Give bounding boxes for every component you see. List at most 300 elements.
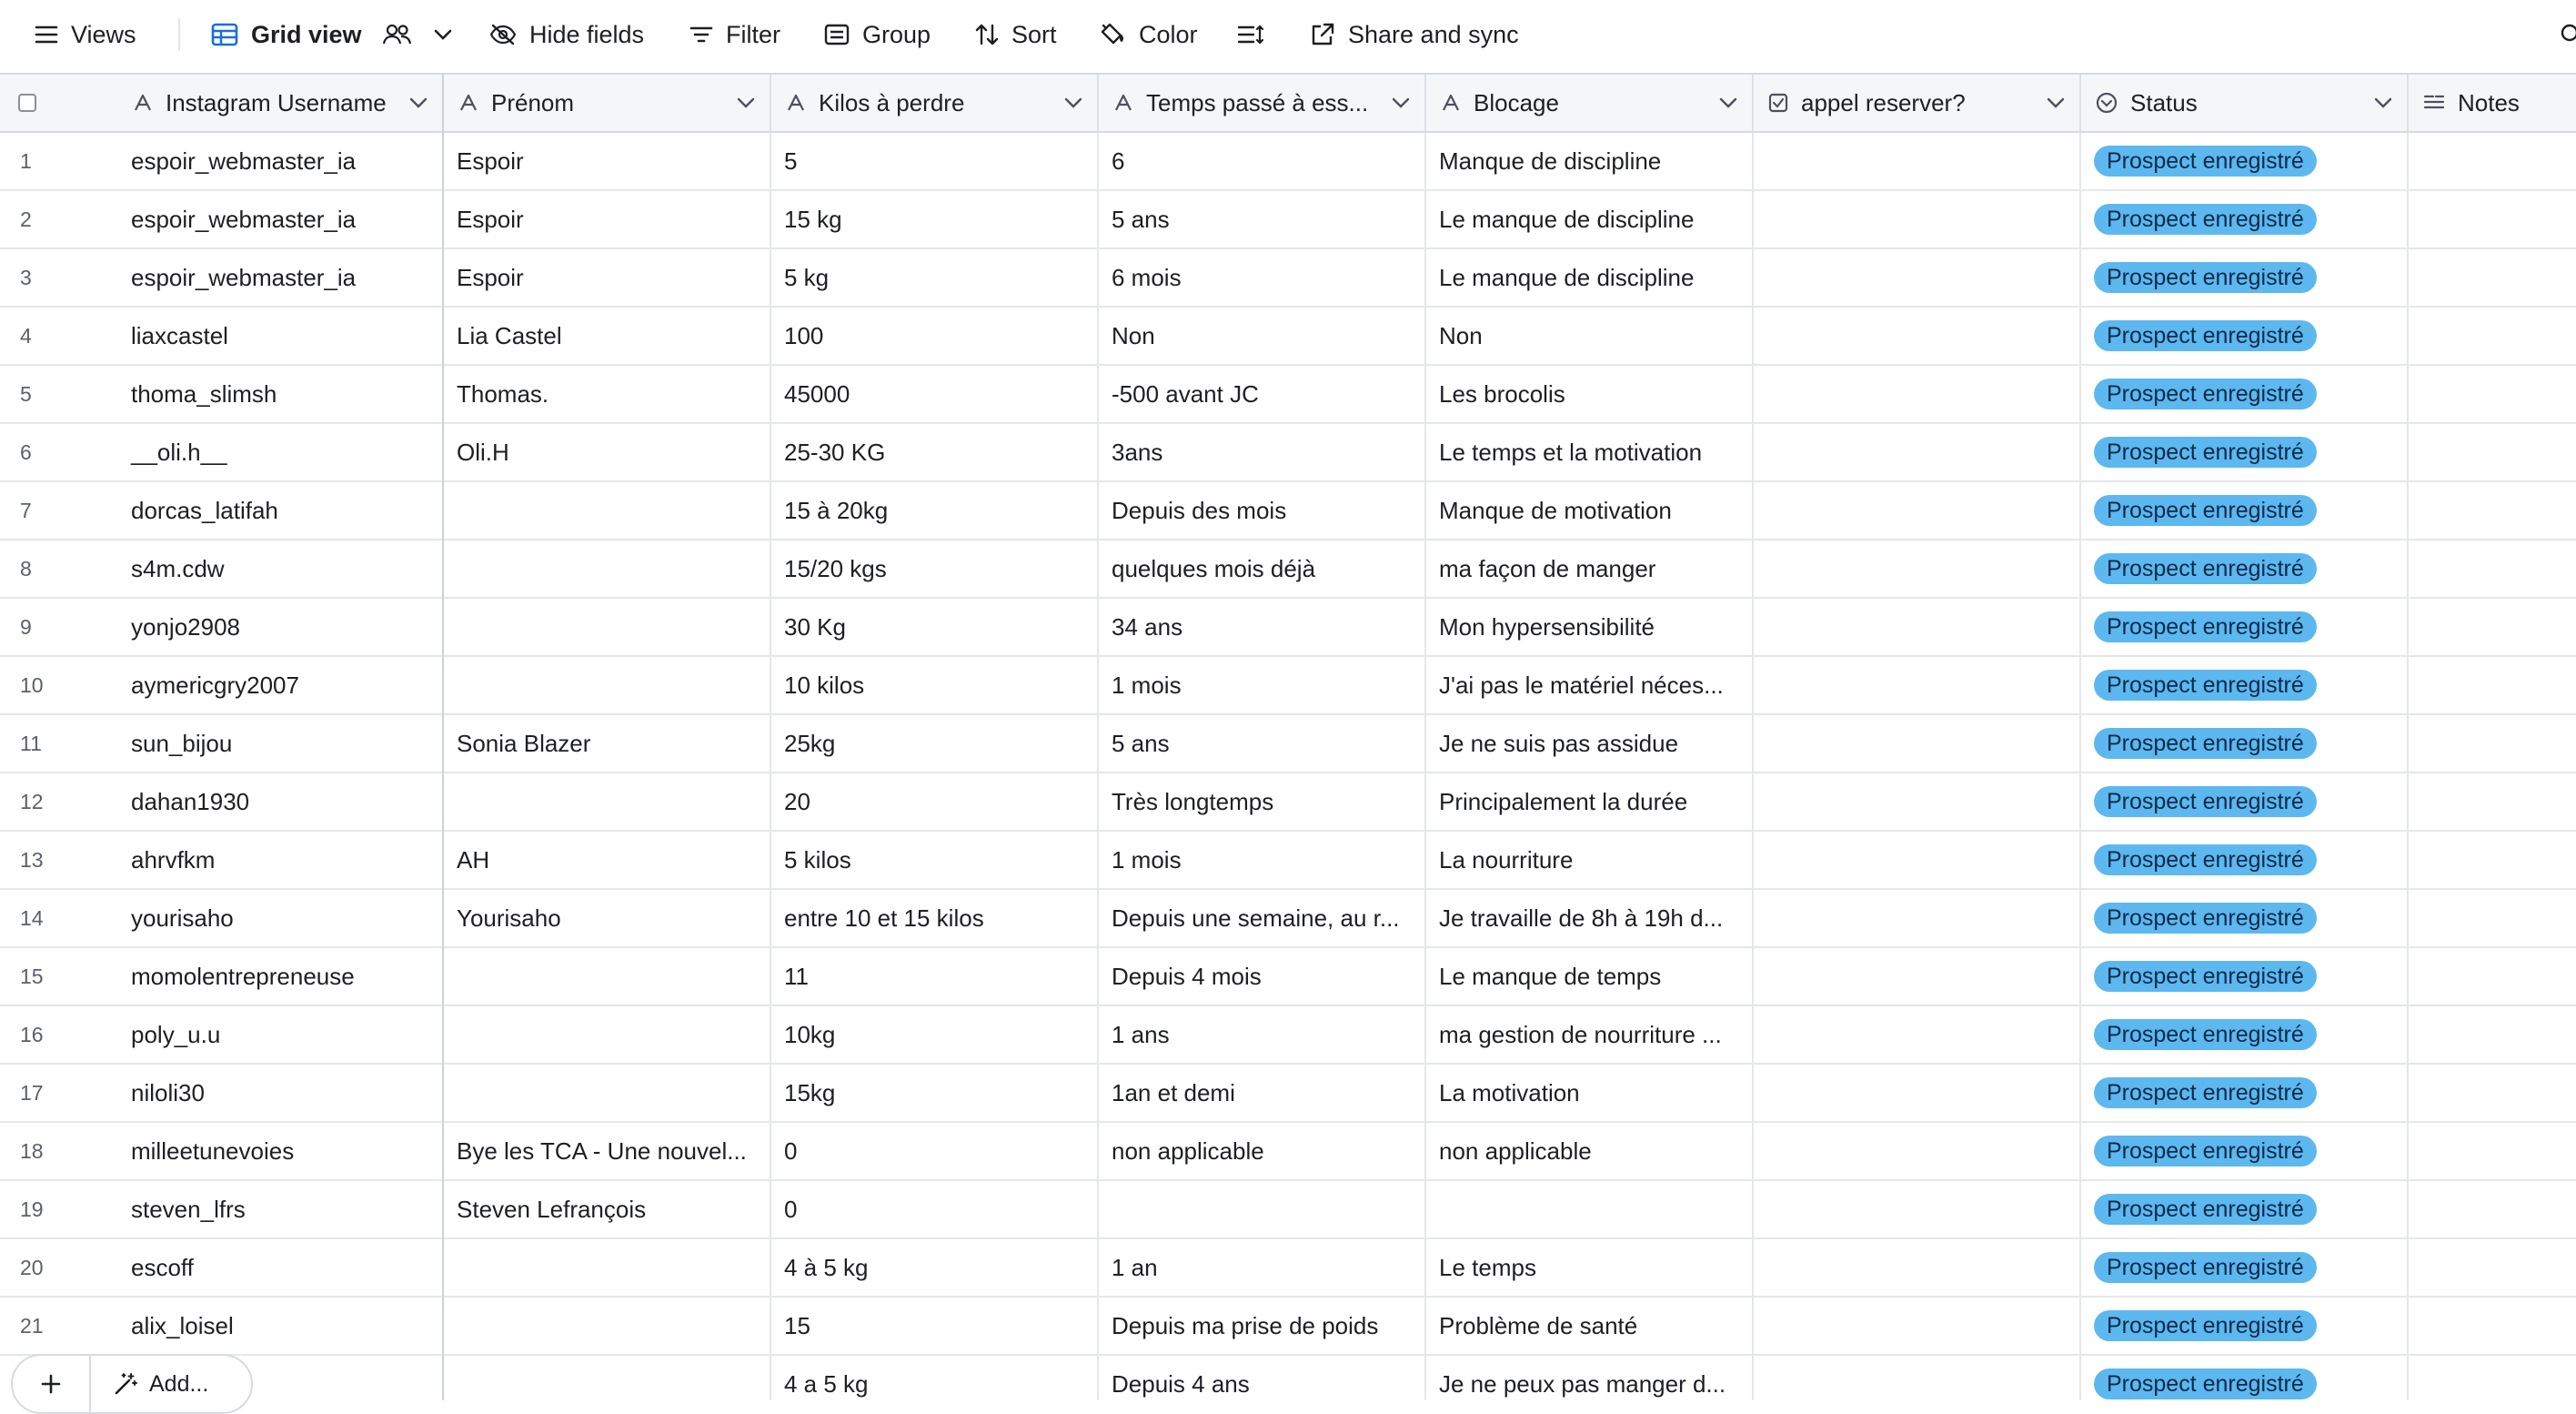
chevron-down-icon[interactable] (2374, 97, 2392, 108)
cell-blocage[interactable]: Non (1426, 308, 1754, 364)
cell-kilos-a-perdre[interactable]: 10kg (771, 1006, 1099, 1063)
text-field-icon (786, 93, 806, 113)
table-row[interactable] (0, 366, 2576, 424)
column-header-kilos-a-perdre[interactable] (771, 75, 1099, 131)
cell-notes[interactable] (2409, 657, 2576, 713)
cell-notes[interactable] (2409, 1298, 2576, 1354)
table-row[interactable] (0, 773, 2576, 832)
cell-blocage[interactable]: non applicable (1426, 1123, 1754, 1179)
grid-icon (211, 23, 238, 46)
status-badge: Prospect enregistré (2094, 320, 2317, 351)
cell-temps-passe[interactable]: 3ans (1099, 424, 1426, 480)
chevron-down-icon[interactable] (1392, 97, 1410, 108)
status-badge: Prospect enregistré (2094, 495, 2317, 526)
cell-temps-passe[interactable]: non applicable (1099, 1123, 1426, 1179)
hide-fields-button[interactable] (489, 0, 644, 69)
chevron-down-icon[interactable] (737, 97, 755, 108)
cell-prenom[interactable]: Oli.H (444, 424, 771, 480)
cell-instagram-username[interactable]: momolentrepreneuse (118, 948, 444, 1005)
cell-kilos-a-perdre[interactable]: 30 Kg (771, 599, 1099, 655)
grid-body (0, 133, 2576, 1400)
table-row[interactable] (0, 1239, 2576, 1298)
cell-kilos-a-perdre[interactable]: 100 (771, 308, 1099, 364)
cell-kilos-a-perdre[interactable]: 20 (771, 773, 1099, 830)
cell-instagram-username[interactable]: yourisaho (118, 890, 444, 946)
column-label: Temps passé à ess... (1146, 88, 1369, 116)
cell-prenom[interactable]: Lia Castel (444, 308, 771, 364)
text-field-icon (458, 93, 478, 113)
cell-status[interactable] (2081, 482, 2409, 539)
column-header-blocage[interactable] (1426, 75, 1754, 131)
chevron-down-icon[interactable] (409, 97, 428, 108)
cell-status[interactable] (2081, 657, 2409, 713)
cell-temps-passe[interactable]: 5 ans (1099, 715, 1426, 772)
cell-kilos-a-perdre[interactable]: 15 kg (771, 191, 1099, 247)
cell-appel-reserver[interactable] (1754, 773, 2081, 830)
toolbar (0, 0, 2576, 73)
cell-instagram-username[interactable]: espoir_webmaster_ia (118, 249, 444, 306)
cell-temps-passe[interactable]: Très longtemps (1099, 773, 1426, 830)
cell-appel-reserver[interactable] (1754, 1123, 2081, 1179)
table-row[interactable] (0, 1298, 2576, 1356)
column-header-appel-reserver[interactable] (1754, 75, 2081, 131)
cell-blocage[interactable]: Mon hypersensibilité (1426, 599, 1754, 655)
cell-notes[interactable] (2409, 191, 2576, 247)
cell-appel-reserver[interactable] (1754, 308, 2081, 364)
add-label: Add... (149, 1370, 209, 1397)
table-row[interactable] (0, 599, 2576, 657)
cell-prenom[interactable] (444, 948, 771, 1005)
table-row[interactable] (0, 890, 2576, 948)
cell-instagram-username[interactable]: espoir_webmaster_ia (118, 133, 444, 189)
cell-kilos-a-perdre[interactable]: 15kg (771, 1065, 1099, 1121)
table-row[interactable] (0, 308, 2576, 366)
status-badge: Prospect enregistré (2094, 903, 2317, 934)
cell-status[interactable] (2081, 773, 2409, 830)
sort-label: Sort (1011, 20, 1057, 48)
cell-notes[interactable] (2409, 599, 2576, 655)
chevron-down-icon[interactable] (2047, 97, 2065, 108)
text-field-icon (1441, 93, 1461, 113)
cell-status[interactable] (2081, 1356, 2409, 1400)
cell-notes[interactable] (2409, 948, 2576, 1005)
cell-kilos-a-perdre[interactable]: 10 kilos (771, 657, 1099, 713)
cell-temps-passe[interactable]: Depuis ma prise de poids (1099, 1298, 1426, 1354)
cell-status[interactable] (2081, 1298, 2409, 1354)
status-badge: Prospect enregistré (2094, 204, 2317, 235)
table-row[interactable] (0, 832, 2576, 890)
cell-notes[interactable] (2409, 1123, 2576, 1179)
cell-status[interactable] (2081, 1123, 2409, 1179)
cell-appel-reserver[interactable] (1754, 948, 2081, 1005)
select-all-checkbox[interactable] (18, 94, 36, 112)
status-badge: Prospect enregistré (2094, 1019, 2317, 1050)
cell-notes[interactable] (2409, 773, 2576, 830)
cell-blocage[interactable]: Manque de discipline (1426, 133, 1754, 189)
magic-wand-icon (113, 1371, 138, 1397)
cell-appel-reserver[interactable] (1754, 599, 2081, 655)
status-badge: Prospect enregistré (2094, 1194, 2317, 1225)
cell-prenom[interactable]: Espoir (444, 249, 771, 306)
status-badge: Prospect enregistré (2094, 611, 2317, 642)
row-number: 2 (20, 207, 32, 231)
cell-blocage[interactable]: La motivation (1426, 1065, 1754, 1121)
sort-icon (975, 23, 999, 46)
cell-instagram-username[interactable]: dahan1930 (118, 773, 444, 830)
column-label: Status (2130, 88, 2198, 116)
cell-appel-reserver[interactable] (1754, 1239, 2081, 1296)
cell-appel-reserver[interactable] (1754, 890, 2081, 946)
group-button[interactable] (824, 0, 931, 69)
status-badge: Prospect enregistré (2094, 1310, 2317, 1341)
table-row[interactable] (0, 1123, 2576, 1181)
cell-temps-passe[interactable]: -500 avant JC (1099, 366, 1426, 422)
cell-kilos-a-perdre[interactable]: 5 (771, 133, 1099, 189)
cell-instagram-username[interactable]: espoir_webmaster_ia (118, 191, 444, 247)
cell-appel-reserver[interactable] (1754, 482, 2081, 539)
cell-notes[interactable] (2409, 1356, 2576, 1400)
status-badge: Prospect enregistré (2094, 728, 2317, 759)
row-number: 14 (20, 905, 44, 930)
menu-icon (35, 25, 58, 45)
cell-temps-passe[interactable]: 6 (1099, 133, 1426, 189)
row-number: 12 (20, 789, 44, 813)
cell-blocage[interactable]: Je ne peux pas manger d... (1426, 1356, 1754, 1400)
cell-appel-reserver[interactable] (1754, 424, 2081, 480)
cell-appel-reserver[interactable] (1754, 1065, 2081, 1121)
cell-kilos-a-perdre[interactable]: 11 (771, 948, 1099, 1005)
cell-notes[interactable] (2409, 832, 2576, 888)
add-record-button[interactable] (13, 1356, 91, 1412)
cell-kilos-a-perdre[interactable]: 4 à 5 kg (771, 1239, 1099, 1296)
single-select-field-icon (2096, 92, 2118, 114)
cell-prenom[interactable]: Sonia Blazer (444, 715, 771, 772)
add-with-ai-button[interactable] (91, 1371, 208, 1398)
table-row[interactable] (0, 249, 2576, 308)
cell-blocage[interactable]: Le manque de discipline (1426, 191, 1754, 247)
cell-appel-reserver[interactable] (1754, 715, 2081, 772)
cell-status[interactable] (2081, 715, 2409, 772)
grid-view-label: Grid view (251, 20, 362, 48)
cell-status[interactable] (2081, 308, 2409, 364)
row-number: 13 (20, 847, 44, 872)
chevron-down-icon[interactable] (1064, 97, 1082, 108)
paint-bucket-icon (1099, 22, 1126, 47)
views-label: Views (71, 20, 136, 48)
cell-prenom[interactable]: Thomas. (444, 366, 771, 422)
cell-appel-reserver[interactable] (1754, 1356, 2081, 1400)
hide-fields-label: Hide fields (529, 20, 645, 48)
filter-button[interactable] (689, 0, 780, 69)
cell-instagram-username[interactable]: sun_bijou (118, 715, 444, 772)
grid-header (0, 73, 2576, 133)
cell-temps-passe[interactable]: 1 an (1099, 1239, 1426, 1296)
cell-kilos-a-perdre[interactable]: 25-30 KG (771, 424, 1099, 480)
row-number: 7 (20, 498, 32, 522)
cell-appel-reserver[interactable] (1754, 540, 2081, 597)
status-badge: Prospect enregistré (2094, 1369, 2317, 1399)
row-number: 11 (20, 731, 42, 755)
cell-prenom[interactable] (444, 1006, 771, 1063)
status-badge: Prospect enregistré (2094, 844, 2317, 875)
text-field-icon (133, 93, 153, 113)
cell-appel-reserver[interactable] (1754, 249, 2081, 306)
cell-prenom[interactable] (444, 657, 771, 713)
row-number: 20 (20, 1255, 44, 1279)
cell-instagram-username[interactable]: dorcas_latifah (118, 482, 444, 539)
cell-temps-passe[interactable]: 6 mois (1099, 249, 1426, 306)
color-button[interactable] (1099, 0, 1198, 69)
cell-status[interactable] (2081, 1181, 2409, 1237)
cell-kilos-a-perdre[interactable]: 4 a 5 kg (771, 1356, 1099, 1400)
cell-temps-passe[interactable]: Depuis une semaine, au r... (1099, 890, 1426, 946)
cell-blocage[interactable] (1426, 1181, 1754, 1237)
cell-status[interactable] (2081, 249, 2409, 306)
cell-prenom[interactable] (444, 773, 771, 830)
cell-kilos-a-perdre[interactable]: entre 10 et 15 kilos (771, 890, 1099, 946)
cell-kilos-a-perdre[interactable]: 25kg (771, 715, 1099, 772)
select-all-cell[interactable] (0, 75, 118, 131)
cell-prenom[interactable] (444, 1298, 771, 1354)
cell-status[interactable] (2081, 1006, 2409, 1063)
cell-instagram-username[interactable]: niloli30 (118, 1065, 444, 1121)
cell-kilos-a-perdre[interactable]: 5 kg (771, 249, 1099, 306)
table-row[interactable] (0, 191, 2576, 249)
cell-prenom[interactable] (444, 599, 771, 655)
row-number: 21 (20, 1313, 44, 1338)
table-row[interactable] (0, 424, 2576, 482)
cell-kilos-a-perdre[interactable]: 15 à 20kg (771, 482, 1099, 539)
column-header-notes[interactable] (2409, 75, 2576, 131)
cell-temps-passe[interactable]: 5 ans (1099, 191, 1426, 247)
cell-status[interactable] (2081, 832, 2409, 888)
row-number: 10 (20, 672, 44, 697)
toolbar-divider (178, 18, 180, 51)
row-number: 4 (20, 323, 32, 348)
cell-status[interactable] (2081, 599, 2409, 655)
table-row[interactable] (0, 133, 2576, 191)
cell-kilos-a-perdre[interactable]: 0 (771, 1123, 1099, 1179)
row-number: 19 (20, 1197, 44, 1221)
add-record-bar (11, 1354, 253, 1414)
cell-blocage[interactable]: ma gestion de nourriture ... (1426, 1006, 1754, 1063)
cell-temps-passe[interactable]: 1 mois (1099, 832, 1426, 888)
table-row[interactable] (0, 715, 2576, 773)
views-button[interactable] (35, 0, 136, 69)
plus-icon (40, 1373, 62, 1395)
cell-instagram-username[interactable]: milleetunevoies (118, 1123, 444, 1179)
cell-temps-passe[interactable]: quelques mois déjà (1099, 540, 1426, 597)
cell-instagram-username[interactable]: ahrvfkm (118, 832, 444, 888)
cell-notes[interactable] (2409, 1065, 2576, 1121)
row-number: 3 (20, 265, 32, 289)
cell-blocage[interactable]: Le manque de temps (1426, 948, 1754, 1005)
cell-appel-reserver[interactable] (1754, 1181, 2081, 1237)
cell-appel-reserver[interactable] (1754, 657, 2081, 713)
column-header-instagram-username[interactable] (118, 75, 444, 131)
cell-prenom[interactable] (444, 1239, 771, 1296)
status-badge: Prospect enregistré (2094, 1252, 2317, 1283)
cell-prenom[interactable]: Yourisaho (444, 890, 771, 946)
share-and-sync-button[interactable] (1310, 0, 1519, 69)
color-label: Color (1139, 20, 1198, 48)
cell-instagram-username[interactable]: escoff (118, 1239, 444, 1296)
cell-instagram-username[interactable]: thoma_slimsh (118, 366, 444, 422)
cell-kilos-a-perdre[interactable]: 5 kilos (771, 832, 1099, 888)
table-row[interactable] (0, 948, 2576, 1006)
cell-blocage[interactable]: Le temps (1426, 1239, 1754, 1296)
row-number: 1 (20, 148, 32, 173)
cell-blocage[interactable]: Les brocolis (1426, 366, 1754, 422)
cell-blocage[interactable]: Je travaille de 8h à 19h d... (1426, 890, 1754, 946)
status-badge: Prospect enregistré (2094, 961, 2317, 992)
share-and-sync-label: Share and sync (1348, 20, 1519, 48)
cell-temps-passe[interactable]: Non (1099, 308, 1426, 364)
cell-temps-passe[interactable]: Depuis 4 ans (1099, 1356, 1426, 1400)
cell-notes[interactable] (2409, 540, 2576, 597)
cell-appel-reserver[interactable] (1754, 366, 2081, 422)
status-badge: Prospect enregistré (2094, 437, 2317, 468)
column-header-status[interactable] (2081, 75, 2409, 131)
cell-instagram-username[interactable]: yonjo2908 (118, 599, 444, 655)
cell-instagram-username[interactable]: steven_lfrs (118, 1181, 444, 1237)
filter-label: Filter (726, 20, 780, 48)
cell-notes[interactable] (2409, 366, 2576, 422)
status-badge: Prospect enregistré (2094, 670, 2317, 701)
cell-prenom[interactable] (444, 1065, 771, 1121)
cell-prenom[interactable]: Espoir (444, 133, 771, 189)
cell-prenom[interactable] (444, 540, 771, 597)
cell-instagram-username[interactable]: s4m.cdw (118, 540, 444, 597)
row-number: 9 (20, 614, 32, 639)
row-number: 8 (20, 556, 32, 581)
cell-instagram-username[interactable]: alix_loisel (118, 1298, 444, 1354)
sort-button[interactable] (975, 0, 1057, 69)
cell-appel-reserver[interactable] (1754, 832, 2081, 888)
cell-notes[interactable] (2409, 1181, 2576, 1237)
cell-notes[interactable] (2409, 482, 2576, 539)
cell-notes[interactable] (2409, 249, 2576, 306)
cell-blocage[interactable]: Le temps et la motivation (1426, 424, 1754, 480)
cell-blocage[interactable]: Principalement la durée (1426, 773, 1754, 830)
cell-temps-passe[interactable]: Depuis 4 mois (1099, 948, 1426, 1005)
cell-status[interactable] (2081, 366, 2409, 422)
cell-instagram-username[interactable]: poly_u.u (118, 1006, 444, 1063)
cell-temps-passe[interactable]: 1an et demi (1099, 1065, 1426, 1121)
cell-status[interactable] (2081, 191, 2409, 247)
chevron-down-icon[interactable] (433, 28, 453, 41)
cell-prenom[interactable]: Bye les TCA - Une nouvel... (444, 1123, 771, 1179)
status-badge: Prospect enregistré (2094, 1077, 2317, 1108)
cell-appel-reserver[interactable] (1754, 133, 2081, 189)
cell-prenom[interactable]: Espoir (444, 191, 771, 247)
column-label: Notes (2458, 88, 2520, 116)
cell-temps-passe[interactable]: 1 mois (1099, 657, 1426, 713)
cell-instagram-username[interactable]: aymericgry2007 (118, 657, 444, 713)
frozen-column-divider (442, 73, 444, 1400)
table-row[interactable] (0, 1006, 2576, 1065)
cell-notes[interactable] (2409, 1239, 2576, 1296)
cell-status[interactable] (2081, 1239, 2409, 1296)
cell-status[interactable] (2081, 890, 2409, 946)
cell-temps-passe[interactable]: Depuis des mois (1099, 482, 1426, 539)
cell-notes[interactable] (2409, 308, 2576, 364)
cell-temps-passe[interactable]: 34 ans (1099, 599, 1426, 655)
cell-instagram-username[interactable]: __oli.h__ (118, 424, 444, 480)
cell-kilos-a-perdre[interactable]: 15/20 kgs (771, 540, 1099, 597)
checkbox-field-icon (1768, 93, 1788, 113)
row-height-button[interactable] (1237, 0, 1264, 69)
long-text-field-icon (2423, 94, 2445, 112)
cell-kilos-a-perdre[interactable]: 0 (771, 1181, 1099, 1237)
cell-status[interactable] (2081, 540, 2409, 597)
cell-notes[interactable] (2409, 890, 2576, 946)
cell-prenom[interactable] (444, 482, 771, 539)
cell-blocage[interactable]: J'ai pas le matériel néces... (1426, 657, 1754, 713)
cell-kilos-a-perdre[interactable]: 45000 (771, 366, 1099, 422)
search-button[interactable] (2560, 0, 2576, 69)
cell-prenom[interactable]: Steven Lefrançois (444, 1181, 771, 1237)
cell-blocage[interactable]: La nourriture (1426, 832, 1754, 888)
table-row[interactable] (0, 1065, 2576, 1123)
cell-status[interactable] (2081, 1065, 2409, 1121)
grid-view-button[interactable] (211, 0, 453, 69)
cell-notes[interactable] (2409, 133, 2576, 189)
column-header-temps-passe[interactable] (1099, 75, 1426, 131)
cell-status[interactable] (2081, 133, 2409, 189)
table-row[interactable] (0, 657, 2576, 715)
table-row[interactable] (0, 1356, 2576, 1400)
cell-blocage[interactable]: Manque de motivation (1426, 482, 1754, 539)
cell-status[interactable] (2081, 948, 2409, 1005)
status-badge: Prospect enregistré (2094, 553, 2317, 584)
row-number: 15 (20, 964, 44, 988)
row-number: 17 (20, 1080, 44, 1105)
row-number: 5 (20, 381, 32, 406)
cell-notes[interactable] (2409, 1006, 2576, 1063)
status-badge: Prospect enregistré (2094, 146, 2317, 177)
column-label: Kilos à perdre (819, 88, 965, 116)
cell-status[interactable] (2081, 424, 2409, 480)
status-badge: Prospect enregistré (2094, 379, 2317, 409)
group-label: Group (862, 20, 931, 48)
cell-prenom[interactable]: AH (444, 832, 771, 888)
cell-blocage[interactable]: ma façon de manger (1426, 540, 1754, 597)
table-row[interactable] (0, 1181, 2576, 1239)
column-header-prenom[interactable] (444, 75, 771, 131)
cell-prenom[interactable] (444, 1356, 771, 1400)
group-icon (824, 24, 850, 45)
cell-appel-reserver[interactable] (1754, 191, 2081, 247)
cell-notes[interactable] (2409, 715, 2576, 772)
chevron-down-icon[interactable] (1719, 97, 1737, 108)
cell-temps-passe[interactable] (1099, 1181, 1426, 1237)
row-number: 18 (20, 1138, 44, 1163)
table-row[interactable] (0, 540, 2576, 599)
column-label: appel reserver? (1801, 88, 1966, 116)
cell-appel-reserver[interactable] (1754, 1006, 2081, 1063)
cell-kilos-a-perdre[interactable]: 15 (771, 1298, 1099, 1354)
cell-temps-passe[interactable]: 1 ans (1099, 1006, 1426, 1063)
cell-blocage[interactable]: Problème de santé (1426, 1298, 1754, 1354)
cell-blocage[interactable]: Je ne suis pas assidue (1426, 715, 1754, 772)
external-link-icon (1310, 22, 1335, 47)
table-row[interactable] (0, 482, 2576, 540)
cell-notes[interactable] (2409, 424, 2576, 480)
cell-instagram-username[interactable]: liaxcastel (118, 308, 444, 364)
cell-blocage[interactable]: Le manque de discipline (1426, 249, 1754, 306)
cell-appel-reserver[interactable] (1754, 1298, 2081, 1354)
